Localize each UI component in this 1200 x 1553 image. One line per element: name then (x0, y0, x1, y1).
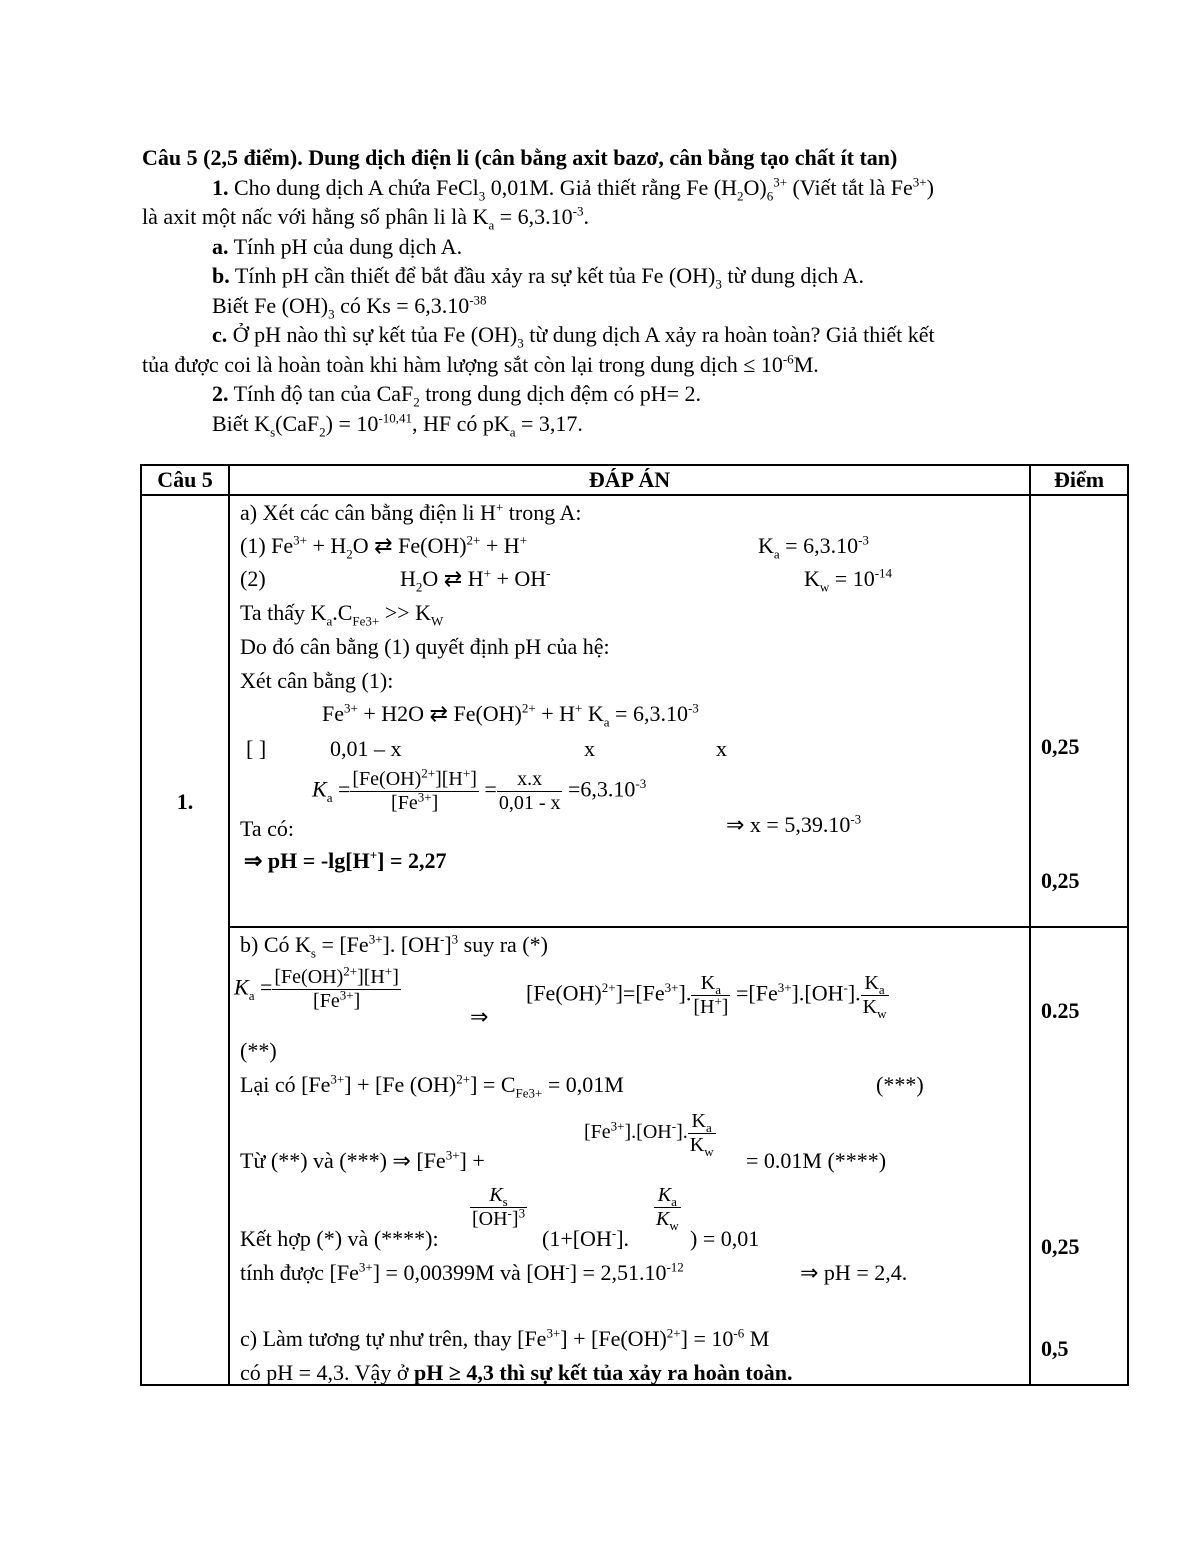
score-b2: 0,25 (1041, 1234, 1080, 1259)
score-c: 0,5 (1041, 1336, 1069, 1361)
b-combine-end: ) = 0,01 (690, 1226, 760, 1251)
b-rhs: $[Fe(OH)^{2+}]=[Fe^{3+}]$. $\frac{K_a}{[H^+]}$ $=[Fe^{3+}].[OH^-]$. $\frac{K_a}{K_w}$ (526, 972, 887, 1021)
header-answer: ĐÁP ÁN (229, 465, 1030, 495)
a-conc: 0,01 – x (330, 736, 402, 761)
a-ka-formula: $K_a$ = $\frac{[Fe(OH)^{2+}][H^+]}{[Fe^{3+}]}$ = $\frac{x.x}{0,01 - x}$ $=6,3.10^{-3}$ (312, 765, 647, 814)
b-ph: ⇒ pH = 2,4. (800, 1260, 908, 1285)
q2-given: Biết $K_s(CaF_2) = 10^{-10,41}$, HF có $pK_a = 3,17$. (212, 410, 583, 439)
answer-bc (229, 927, 1030, 1385)
b-star2: (**) (240, 1038, 277, 1063)
q1c-line2: tủa được coi là hoàn toàn khi hàm lượng sắt còn lại trong dung dịch ≤ $10^{-6}M$. (142, 351, 819, 377)
answer-a (229, 495, 1030, 927)
b-combine-frac2: $\frac{K_a}{K_w}$ (656, 1184, 679, 1233)
a-eq1-k: $K_a = 6,3.10^{-3}$ (758, 532, 869, 562)
header-question: Câu 5 (141, 465, 229, 495)
a-see: Ta thấy $K_a.C_{Fe3+} >> K_W$ (240, 600, 444, 629)
q2: 2. Tính độ tan của CaF$_2$ trong dung dịch đệm có pH= 2. (212, 381, 702, 410)
question-heading: Câu 5 (2,5 điểm). Dung dịch điện li (cân bằng axit bazơ, cân bằng tạo chất ít tan) (142, 145, 898, 170)
b-arrow: ⇒ (470, 1004, 489, 1029)
b-line1: b) Có $K_s = [Fe^{3+}]$. $[OH^-]^3$ suy ra (*) (240, 931, 548, 961)
a-so: Do đó cân bằng (1) quyết định pH của hệ: (240, 634, 610, 659)
score-bc (1030, 927, 1128, 1385)
b-calc: tính được $[Fe^{3+}] = 0,00399M$ và $[OH^-] = 2,51.10^{-12}$ (240, 1259, 684, 1285)
header-score: Điểm (1030, 465, 1128, 495)
a-taco: Ta có: (240, 816, 295, 841)
a-brackets: [ ] (246, 736, 267, 761)
a-ph-result: ⇒ pH = -lg[H+] = 2,27 (244, 847, 447, 873)
table-header (141, 465, 1128, 495)
a-line1: a) Xét các cân bằng điện li H+ trong A: (240, 499, 582, 525)
q1c: c. Ở pH nào thì sự kết tủa Fe $(OH)_3$ từ dung dịch A xảy ra hoàn toàn? Giả thiết kết (212, 322, 935, 351)
a-eq1: (1) $Fe^{3+} + H_2O$ ⇄ Fe(OH)$^{2+}$ + H+ (240, 532, 528, 562)
a-x2: x (716, 736, 727, 761)
b-from-frac: $[Fe^{3+}].[OH^-]$. $\frac{K_a}{K_w}$ (584, 1110, 714, 1159)
b-combine-frac: $\frac{K_s}{[OH^-]^3}$ (472, 1184, 526, 1230)
q1-line1: 1. Cho dung dịch A chứa FeCl$_3$ 0,01M. Giả thiết rằng Fe $(H_2O)_6^{3+}$ (Viết tắt là $Fe^{3+}$) (212, 174, 934, 203)
a-x-result: ⇒ $x = 5,39.10^{-3}$ (726, 811, 862, 837)
b-combine: Kết hợp (*) và (****): (240, 1226, 439, 1251)
b-again: Lại có $[Fe^{3+}] + [Fe$ $(OH)^{2+}] = C_{Fe3+} = 0,01M$ (240, 1071, 624, 1101)
a-consider: Xét cân bằng (1): (240, 668, 394, 693)
row-part-a (141, 495, 1128, 927)
row-label: 1. (141, 495, 229, 1385)
a-eq2-body: $H_2O$ ⇄ H+ + OH- (400, 565, 551, 595)
q1a: a. Tính pH của dung dịch A. (212, 233, 463, 259)
row-part-bc (141, 927, 1128, 1385)
c-line2: có pH = 4,3. Vậy ở pH ≥ 4,3 thì sự kết tủa xảy ra hoàn toàn. (240, 1360, 793, 1385)
score-a1: 0,25 (1041, 734, 1080, 759)
answer-table (140, 464, 1129, 1386)
score-a (1030, 495, 1128, 927)
c-line1: c) Làm tương tự như trên, thay $[Fe^{3+}] + [Fe(OH)^{2+}] = 10^{-6}$ M (240, 1325, 770, 1351)
score-b1: 0.25 (1041, 998, 1080, 1023)
score-a2: 0,25 (1041, 868, 1080, 893)
b-from: Từ (**) và (***) ⇒ $[Fe^{3+}]$ + (240, 1147, 485, 1173)
b-combine-rest: (1+[OH-]. (542, 1225, 630, 1251)
a-reaction: $Fe^{3+} + H2O$ ⇄ Fe(OH)$^{2+}$ + H+ $K_a = 6,3.10^{-3}$ (322, 700, 699, 730)
q1b: b. Tính pH cần thiết để bắt đầu xảy ra sự kết tủa Fe $(OH)_3$ từ dung dịch A. (212, 263, 864, 292)
q1b-given: Biết Fe $(OH)_3$ có $Ks = 6,3.10^{-38}$ (212, 292, 487, 321)
b-ka-formula: $K_a$ = $\frac{[Fe(OH)^{2+}][H^+]}{[Fe^{3+}]}$ (234, 963, 399, 1012)
b-star3: (***) (876, 1072, 924, 1097)
a-eq2-k: $K_w = 10^{-14}$ (804, 565, 893, 595)
a-x1: x (584, 736, 595, 761)
b-from-result: = 0.01M (****) (746, 1148, 887, 1173)
question-block (142, 143, 1102, 438)
q1-line2: là axit một nấc với hằng số phân li là $K_a = 6,3.10^{-3}$. (142, 203, 589, 233)
a-eq2: (2) (240, 566, 266, 591)
